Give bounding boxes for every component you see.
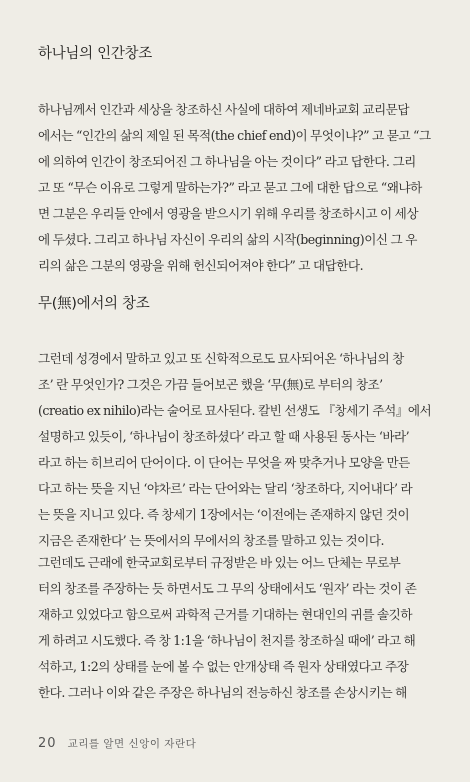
- paragraph-heretical-claim: [38, 550, 442, 706]
- page-number: 20: [38, 736, 57, 751]
- text-line: 한다. 그러나 이와 같은 주장은 하나님의 전능하신 창조를 손상시키는 해: [38, 685, 407, 700]
- text-line: 에 의하여 인간이 창조되어진 그 하나님을 아는 것이다” 라고 답한다. 그리: [38, 154, 416, 169]
- text-line: 라고 하는 히브리어 단어이다. 이 단어는 무엇을 짜 맞추거나 모양을 만든: [38, 455, 410, 470]
- text-line: 재하고 있었다고 함으로써 과학적 근거를 기대하는 현대인의 귀를 솔깃하: [38, 607, 412, 622]
- text-line: 그런데도 근래에 한국교회로부터 규정받은 바 있는 어느 단체는 무로부: [38, 555, 401, 570]
- text-line: 그런데 성경에서 말하고 있고 또 신학적으로도 묘사되어온 ‘하나님의 창: [38, 351, 404, 366]
- text-line: 설명하고 있듯이, ‘하나님이 창조하셨다’ 라고 할 때 사용된 동사는 ‘바라’: [38, 429, 410, 444]
- text-line: 다고 하는 뜻을 지닌 ‘야차르’ 라는 단어와는 달리 ‘창조하다, 지어내다’ 라: [38, 481, 413, 496]
- text-line: 조’ 란 무엇인가? 그것은 가끔 들어보곤 했을 ‘무(無)로 부터의 창조’: [38, 377, 383, 392]
- text-line: 는 뜻을 지니고 있다. 즉 창세기 1장에서는 ‘이전에는 존재하지 않던 것이: [38, 507, 410, 522]
- section-heading-human-creation: 하나님의 인간창조: [38, 46, 152, 62]
- text-line: 터의 창조를 주장하는 듯 하면서도 그 무의 상태에서도 ‘원자’ 라는 것이 존: [38, 581, 417, 596]
- text-line: 하나님께서 인간과 세상을 창조하신 사실에 대하여 제네바교회 교리문답: [38, 102, 409, 117]
- text-line: 지금은 존재한다’ 는 뜻에서의 무에서의 창조를 말하고 있는 것이다.: [38, 533, 385, 548]
- paragraph-geneva-catechism: [38, 97, 442, 279]
- paragraph-creatio-ex-nihilo: [38, 346, 442, 554]
- text-line: 게 하려고 시도했다. 즉 창 1:1을 ‘하나님이 천지를 창조하실 때에’ 라고 해: [38, 633, 416, 648]
- text-line: 고 또 “무슨 이유로 그렇게 말하는가?” 라고 묻고 그에 대한 답으로 “왜냐하: [38, 180, 422, 195]
- text-line: 면 그분은 우리들 안에서 영광을 받으시기 위해 우리를 창조하시고 이 세상: [38, 206, 418, 221]
- running-title: 교리를 알면 신앙이 자란다: [67, 738, 197, 750]
- text-line: 리의 삶은 그분의 영광을 위해 헌신되어져야 한다” 고 대답한다.: [38, 258, 364, 273]
- text-line: (creatio ex nihilo)라는 술어로 묘사된다. 칼빈 선생도 『창세기 주석』에서: [38, 403, 432, 418]
- text-line: 석하고, 1:2의 상태를 눈에 볼 수 없는 안개상태 즉 원자 상태였다고 주장: [38, 659, 409, 674]
- text-line: 에서는 “인간의 삶의 제일 된 목적(the chief end)이 무엇이냐?” 고 묻고 “그: [38, 128, 431, 143]
- page-footer: [38, 732, 196, 751]
- section-heading-creation-from-nothing: 무(無)에서의 창조: [38, 296, 150, 312]
- text-line: 에 두셨다. 그리고 하나님 자신이 우리의 삶의 시작(beginning)이신 그 우: [38, 232, 417, 247]
